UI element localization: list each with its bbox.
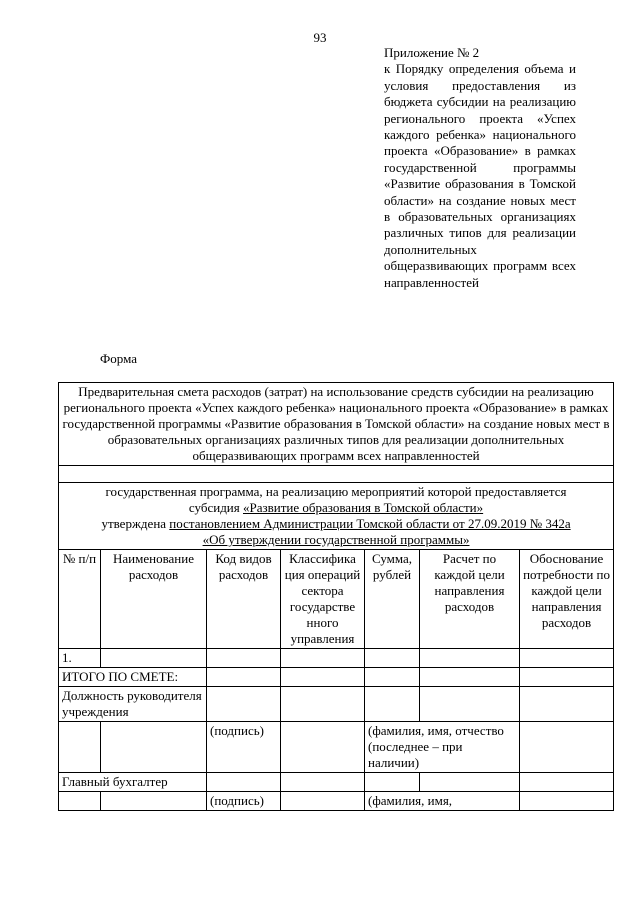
col-sum-header: Сумма, рублей (365, 550, 420, 649)
program-name: «Развитие образования в Томской области» (243, 500, 484, 515)
col-calculation-header: Расчет по каждой цели направления расходов (420, 550, 520, 649)
estimate-title: Предварительная смета расходов (затрат) на использование средств субсидии на реализацию регионального проекта «Успех каждого ребенка» национального проекта «Образование» в рамках государственной программы «Развитие образования в Томской области» на создание новых мест в образовательных организациях различных типов для реализации дополнительных общеразвивающих программ всех направленностей (59, 383, 614, 466)
program-line-1: государственная программа, на реализацию мероприятий которой предоставляется (105, 484, 567, 499)
col-number-header: № п/п (59, 550, 101, 649)
appendix-title: Приложение № 2 (384, 45, 480, 60)
accountant-signature-row (59, 792, 614, 811)
title-row (59, 383, 614, 466)
appendix-text: к Порядку определения объема и условия предоставления из бюджета субсидии на реализацию регионального проекта «Успех каждого ребенка» национального проекта «Образование» в рамках государственной программы «Развитие образования в Томской области» на создание новых мест в образовательных организациях различных типов для реализации дополнительных общеразвивающих программ всех направленностей (384, 61, 576, 290)
approved-line (62, 516, 610, 532)
program-row (59, 483, 614, 550)
col-code-header: Код видов расходов (207, 550, 281, 649)
head-signature-row (59, 722, 614, 773)
fio-label-2: (фамилия, имя, (365, 792, 520, 811)
signature-label: (подпись) (207, 722, 281, 773)
program-line-2 (62, 500, 610, 516)
col-justification-header: Обоснование потребности по каждой цели направления расходов (520, 550, 614, 649)
subsidy-word: субсидия (188, 500, 240, 515)
col-classification-header: Классифика ция операций сектора государстве нного управления (281, 550, 365, 649)
program-cell (59, 483, 614, 550)
total-row (59, 668, 614, 687)
appendix-block (384, 45, 576, 291)
approved-document: постановлением Администрации Томской области от 27.09.2019 № 342а (169, 516, 571, 531)
signature-label-2: (подпись) (207, 792, 281, 811)
approved-word: утверждена (101, 516, 167, 531)
header-row (59, 550, 614, 649)
head-label: Должность руководителя учреждения (59, 687, 207, 722)
total-label: ИТОГО ПО СМЕТЕ: (59, 668, 207, 687)
accountant-row (59, 773, 614, 792)
approved-title: «Об утверждении государственной программы» (202, 532, 470, 547)
accountant-label: Главный бухгалтер (59, 773, 207, 792)
estimate-table (58, 382, 614, 811)
fio-label: (фамилия, имя, отчество (последнее – при наличии) (365, 722, 520, 773)
col-name-header: Наименование расходов (101, 550, 207, 649)
blank-row (59, 466, 614, 483)
head-row (59, 687, 614, 722)
form-label: Форма (100, 351, 137, 366)
page-number: 93 (313, 30, 327, 45)
row-number: 1. (59, 649, 101, 668)
data-row-1 (59, 649, 614, 668)
